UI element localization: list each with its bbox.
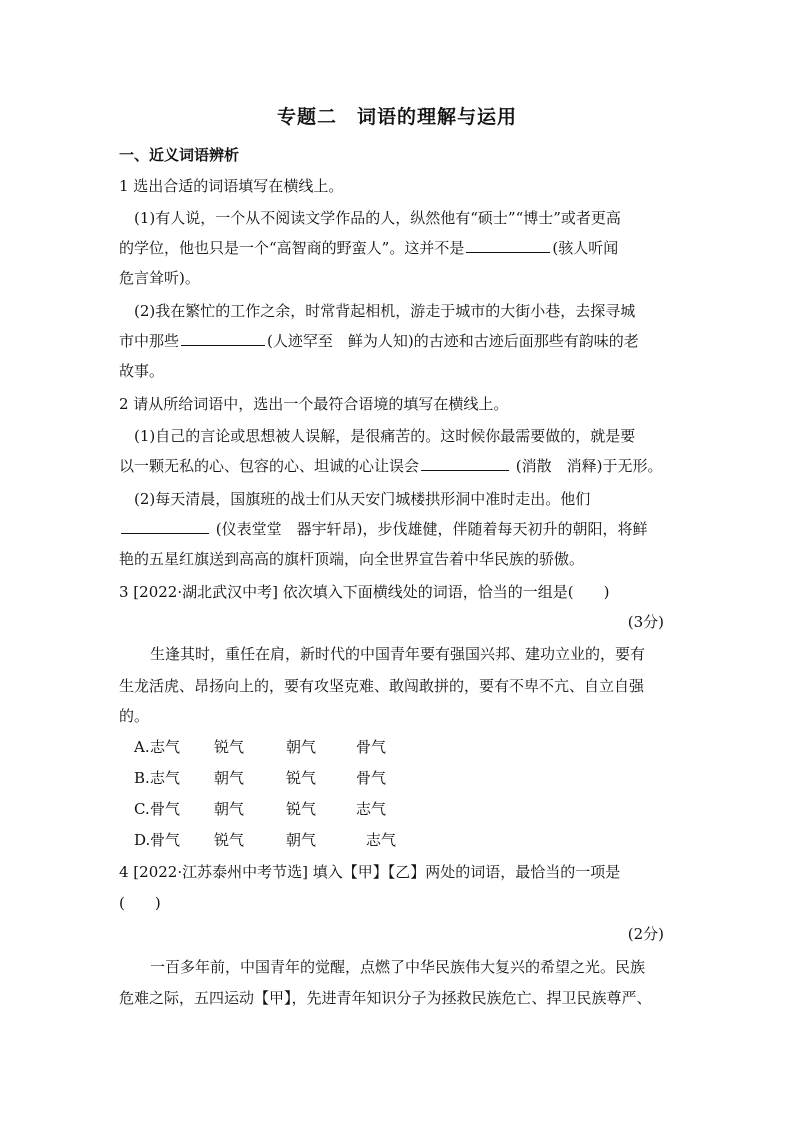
q1-part2-line1: (2)我在繁忙的工作之余，时常背起相机，游走于城市的大街小巷，去探寻城 [134, 302, 636, 320]
q1-part2-line2 [119, 331, 639, 351]
option-letter: C. [134, 800, 150, 818]
q4-passage-line2: 危难之际，五四运动【甲】，先进青年知识分子为拯救民族危亡、捍卫民族尊严、 [119, 989, 652, 1007]
q1-part1-text: 的学位，他也只是一个“高智商的野蛮人”。这并不是 [119, 239, 465, 257]
q1-part2-line3: 故事。 [119, 362, 165, 380]
option-letter: A. [134, 738, 150, 756]
question-1-stem: 1 选出合适的词语填写在横线上。 [119, 177, 344, 195]
answer-blank[interactable] [181, 331, 265, 346]
q1-part2-text: 市中那些 [119, 332, 180, 350]
q2-part1-line1: (1)自己的言论或思想被人误解，是很痛苦的。这时候你最需要做的，就是要 [134, 427, 636, 445]
q2-part1-choices: (消散 消释)于无形。 [511, 457, 663, 475]
q2-part2-line3: 艳的五星红旗送到高高的旗杆顶端，向全世界宣告着中华民族的骄傲。 [119, 550, 585, 568]
option-c[interactable]: C.骨气 朝气 锐气 志气 [134, 800, 387, 818]
option-b[interactable]: B.志气 朝气 锐气 骨气 [134, 769, 387, 787]
option-a[interactable]: A.志气 锐气 朝气 骨气 [134, 738, 387, 756]
answer-blank[interactable] [466, 238, 550, 253]
question-4-stem-line2: ( ) [119, 894, 161, 912]
q2-part2-line1: (2)每天清晨，国旗班的战士们从天安门城楼拱形洞中准时走出。他们 [134, 490, 591, 508]
section-heading: 一、近义词语辨析 [119, 146, 240, 164]
q1-part1-line3: 危言耸听)。 [119, 269, 200, 287]
q4-score: (2分) [627, 925, 664, 943]
q2-part2-line2 [119, 519, 647, 539]
q3-passage-line1: 生逢其时，重任在肩，新时代的中国青年要有强国兴邦、建功立业的，要有 [150, 645, 646, 663]
q1-part2-choices: (人迹罕至 鲜为人知)的古迹和古迹后面那些有韵味的老 [267, 332, 639, 350]
q2-part1-text: 以一颗无私的心、包容的心、坦诚的心让误会 [119, 457, 420, 475]
q2-part2-choices: (仪表堂堂 器宇轩昂)，步伐雄健，伴随着每天初升的朝阳，将鲜 [211, 520, 648, 538]
q3-score: (3分) [627, 613, 664, 631]
q1-part1-choices: (骇人听闻 [552, 239, 619, 257]
option-d[interactable]: D.骨气 锐气 朝气 志气 [134, 831, 397, 849]
q3-passage-line2: 生龙活虎、昂扬向上的，要有攻坚克难、敢闯敢拼的，要有不卑不亢、自立自强 [119, 677, 645, 695]
q1-part1-line2 [119, 238, 618, 258]
option-letter: D. [134, 831, 151, 849]
question-4-stem-line1: 4 [2022·江苏泰州中考节选] 填入【甲】【乙】两处的词语，最恰当的一项是 [119, 863, 621, 881]
option-letter: B. [134, 769, 150, 787]
page-title: 专题二 词语的理解与运用 [276, 106, 517, 128]
q4-passage-line1: 一百多年前，中国青年的觉醒，点燃了中华民族伟大复兴的希望之光。民族 [150, 958, 646, 976]
q1-part1-line1: (1)有人说，一个从不阅读文学作品的人，纵然他有“硕士”“博士”或者更高 [134, 209, 621, 227]
answer-blank[interactable] [421, 456, 509, 471]
question-2-stem: 2 请从所给词语中，选出一个最符合语境的填写在横线上。 [119, 395, 509, 413]
answer-blank[interactable] [121, 519, 209, 534]
q3-passage-line3: 的。 [119, 707, 150, 725]
q2-part1-line2 [119, 456, 663, 476]
question-3-stem: 3 [2022·湖北武汉中考] 依次填入下面横线处的词语，恰当的一组是( ) [119, 583, 610, 601]
